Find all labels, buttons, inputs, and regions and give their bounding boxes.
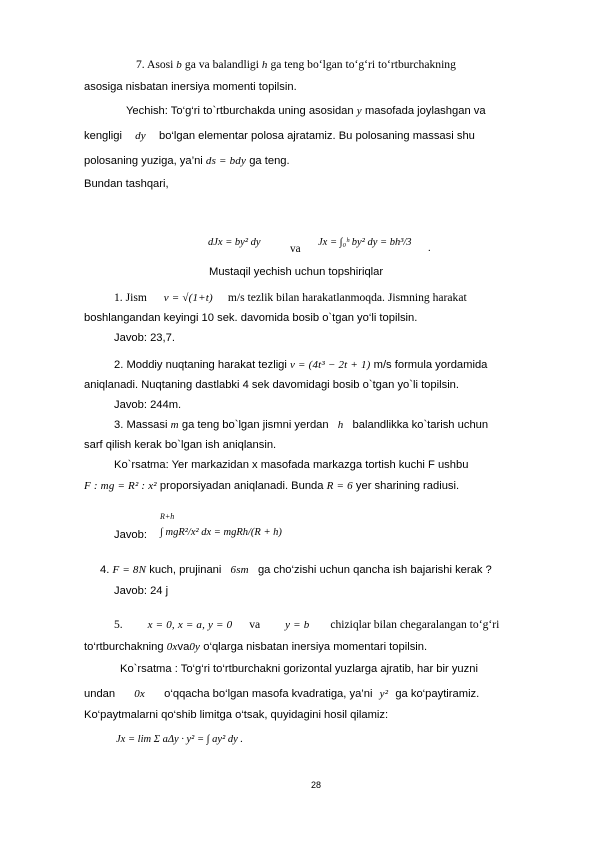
task-2-line-1: 2. Moddiy nuqtaning harakat tezligi v = (4t³ − 2t + 1) m/s formula yordamida: [114, 359, 488, 371]
task-2-answer: Javob: 244m.: [114, 399, 182, 411]
task-1-answer: Javob: 23,7.: [114, 332, 175, 344]
task-3-answer-label: Javob:: [114, 529, 147, 541]
formula-v1: v = √(1+t): [163, 292, 213, 304]
task-3-answer-formula: ∫ mgR²/x² dx = mgRh/(R + h): [160, 527, 282, 538]
solution-line-1: Yechish: To‘g‘ri to`rtburchakda uning asosidan y masofada joylashgan va: [126, 105, 486, 117]
solution-line-4: Bundan tashqari,: [84, 178, 169, 190]
task-3-line-1: 3. Massasi m ga teng bo`lgan jismni yerdan h balandlikka ko`tarish uchun: [114, 419, 489, 431]
task-4-answer: Javob: 24 j: [114, 585, 169, 597]
task-1-line-2: boshlangandan keyingi 10 sek. davomida bosib o`tgan yo‘li topilsin.: [84, 312, 418, 324]
task-3-note-line-1: Ko`rsatma: Yer markazidan x masofada markazga tortish kuchi F ushbu: [114, 459, 469, 471]
formula-dJx: dJx = by² dy: [208, 237, 261, 248]
task-5-line-2: to‘rtburchakning 0xva0y o‘qlarga nisbatan inersiya momentari topilsin.: [84, 641, 428, 653]
formula-v2: v = (4t³ − 2t + 1): [290, 359, 371, 371]
problem-7-line-2: asosiga nisbatan inersiya momenti topilsin.: [84, 81, 297, 93]
solution-line-3: polosaning yuziga, ya’ni ds = bdy ga teng.: [84, 155, 290, 167]
formula-lines: x = 0, x = a, y = 0: [147, 619, 233, 631]
task-3-line-2: sarf qilish kerak bo`lgan ish aniqlansin.: [84, 439, 277, 451]
section-heading: Mustaqil yechish uchun topshiriqlar: [209, 266, 384, 278]
task-5-note-line-1: Ko`rsatma : To‘g‘ri to‘rtburchakni gorizontal yuzlarga ajratib, har bir yuzni: [120, 663, 478, 675]
task-5-note-line-3: Ko‘paytmalarni qo‘shib limitga o‘tsak, quyidagini hosil qilamiz:: [84, 709, 389, 721]
formula-ds: ds = bdy: [205, 155, 247, 167]
solution-line-2: kengligi dy bo‘lgan elementar polosa ajratamiz. Bu polosaning massasi shu: [84, 130, 475, 142]
task-5-note-line-2: undan 0x o‘qqacha bo‘lgan masofa kvadratiga, ya’ni y² ga ko‘paytiramiz.: [84, 688, 480, 700]
formula-proportion: F : mg = R² : x²: [84, 480, 157, 492]
formula-F: F = 8N: [112, 564, 147, 576]
task-3-note-line-2: F : mg = R² : x² proporsiyadan aniqlanadi. Bunda R = 6 yer sharining radiusi.: [84, 480, 460, 492]
task-5-final-formula: Jx = lim Σ aΔy · y² = ∫ ay² dy .: [116, 734, 243, 745]
formula-Jx: Jx = ∫₀ʰ by² dy = bh³/3: [318, 237, 412, 248]
var-b: b: [176, 59, 182, 71]
var-h: h: [261, 59, 268, 71]
problem-7-line-1: 7. Asosi b ga va balandligi h ga teng bo‘lgan to‘g‘ri to‘rtburchakning: [136, 58, 456, 71]
task-4-line-1: 4. F = 8N kuch, prujinani 6sm ga cho‘zishi uchun qancha ish bajarishi kerak ?: [100, 564, 492, 576]
task-2-line-2: aniqlanadi. Nuqtaning dastlabki 4 sek davomidagi bosib o`tgan yo`li topilsin.: [84, 379, 460, 391]
page-number: 28: [311, 780, 322, 790]
task-1-line-1: 1. Jism v = √(1+t) m/s tezlik bilan harakatlanmoqda. Jismning harakat: [114, 291, 467, 304]
document-page: 7. Asosi b ga va balandligi h ga teng bo‘lgan to‘g‘ri to‘rtburchakning asosiga nisbatan inersiya momenti topilsin. Yechish: To‘g‘ri to`rtburchakda uning asosidan y masofada joylashgan va kengligi dy bo‘lgan elementar polosa ajratamiz. Bu polosaning massasi shu polosaning yuziga, ya’ni ds = bdy ga teng. Bundan tashqari, dJx = by² dy va Jx = ∫₀ʰ by² dy = bh³/3 . Mustaqil yechish uchun topshiriqlar 1. Jism v = √(1+t) m/s tezlik bilan harakatlanmoqda. Jismning harakat boshlangandan keyingi 10 sek. davomida bosib o`tgan yo‘li topilsin. Javob: 23,7. 2. Moddiy nuqtaning harakat tezligi v = (4t³ − 2t + 1) m/s formula yordamida aniqlanadi. Nuqtaning dastlabki 4 sek davomidagi bosib o`tgan yo`li topilsin. Javob: 244m. 3. Massasi m ga teng bo`lgan jismni yerdan h balandlikka ko`tarish uchun sarf qilish kerak bo`lgan ish aniqlansin. Ko`rsatma: Yer markazidan x masofada markazga tortish kuchi F ushbu F : mg = R² : x² proporsiyadan aniqlanadi. Bunda R = 6 yer sharining radiusi. Javob: R+h ∫ mgR²/x² dx = mgRh/(R + h) 4. F = 8N kuch, prujinani 6sm ga cho‘zishi uchun qancha ish bajarishi kerak ? Javob: 24 j 5. x = 0, x = a, y = 0 va y = b chiziqlar bilan chegaralangan to‘g‘ri to‘rtburchakning 0xva0y o‘qlarga nisbatan inersiya momentari topilsin. Ko`rsatma : To‘g‘ri to‘rtburchakni gorizontal yuzlarga ajratib, har bir yuzni undan 0x o‘qqacha bo‘lgan masofa kvadratiga, ya’ni y² ga ko‘paytiramiz. Ko‘paytmalarni qo‘shib limitga o‘tsak, quyidagini hosil qilamiz: Jx = lim Σ aΔy · y² = ∫ ay² dy . 28: [0, 0, 595, 842]
task-5-line-1: 5. x = 0, x = a, y = 0 va y = b chiziqlar bilan chegaralangan to‘g‘ri: [114, 618, 500, 631]
